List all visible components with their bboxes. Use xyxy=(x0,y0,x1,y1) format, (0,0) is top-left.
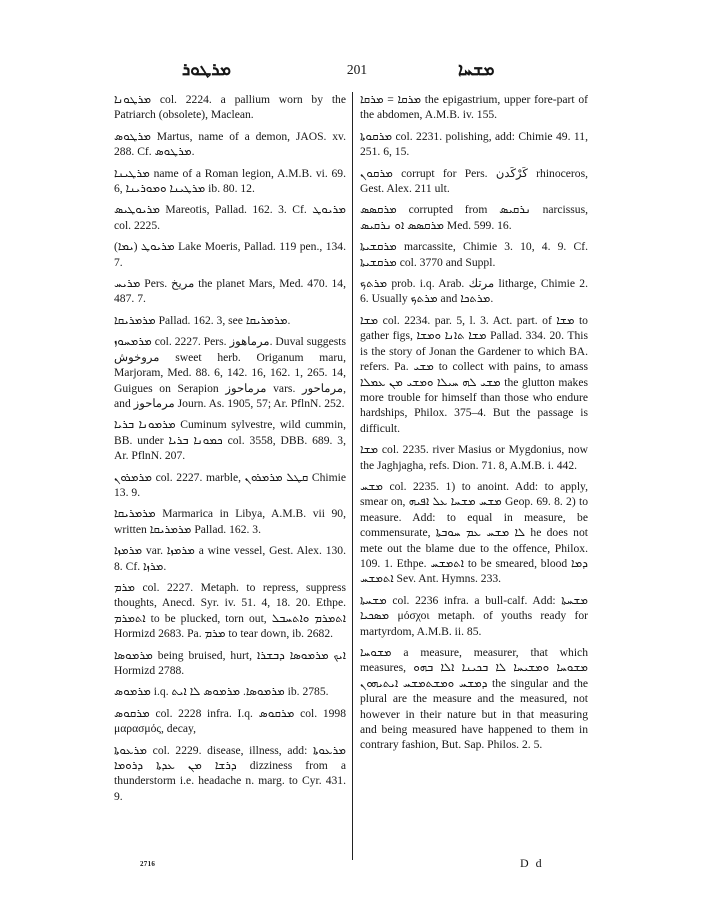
dictionary-entry: ܡܪܩܘܣ col. 2228 infra. I.q. ܡܪܩܘܣ col. 1998 μαρασμός, decay, xyxy=(114,706,347,736)
page-header xyxy=(0,60,714,84)
page-number: 201 xyxy=(346,62,368,77)
column-divider xyxy=(352,92,353,860)
dictionary-entry: ܡܪܡܪܘܢ col. 2227. marble, ܩܛܠ ܡܪܡܪܘܢ Chimie 13. 9. xyxy=(114,470,346,499)
dictionary-entry: ܡܪܩܣܣ corrupted from ܢܪܩܝܣ narcissus, ܡܪܩܣܣ ܐܘ ܢܪܩܝܣ Med. 599. 16. xyxy=(360,203,588,232)
left-running-headword: ܡܪܛܘܪ xyxy=(182,60,232,80)
dictionary-entry: ܡܪܝܘܛ (ܝܡܐ) Lake Moeris, Pallad. 119 pen., 134. 7. xyxy=(114,240,346,269)
dictionary-entry: ܡܪܡ col. 2227. Metaph. to repress, suppress thoughts, Anecd. Syr. iv. 51. 4, 18. 20. Ethpe. ܐܬܡܪܡ to be plucked, torn out, ܐܬܡܪܡ ܘܐܬܚܒܠ Hormizd 2683. Pa. ܡܪܡ to tear down, ib. 2682. xyxy=(114,580,346,641)
dictionary-entry: ܡܪܝܘܛܝܣ Mareotis, Pallad. 162. 3. Cf. ܡܪܝܘܛ col. 2225. xyxy=(114,203,346,232)
dictionary-entry: ܡܪܛܝܢܐ name of a Roman legion, A.M.B. vi. 69. 6, ܡܪܛܝܢܐ ܘܡܘܪܝܢܐ ib. 80. 12. xyxy=(114,166,346,196)
dictionary-entry: ܡܪܡܘܣܐ being bruised, hurt, ܐܝܟ ܡܪܡܘܣܐ ܕܒܫܪܐ Hormizd 2788. xyxy=(114,648,346,677)
dictionary-entry: ܡܪܩܫܝܬܐ marcassite, Chimie 3. 10, 4. 9. Cf. ܡܪܩܫܝܬܐ col. 3770 and Suppl. xyxy=(360,240,588,269)
dictionary-entry: ܡܫܚܬܐ col. 2236 infra. a bull-calf. Add: ܡܫܚܬܐ ܡܣܟܝܐ μόσχοι metaph. of youths ready for martyrdom, A.M.B. ii. 85. xyxy=(360,593,588,638)
dictionary-entry: ܡܪܩܘܬܐ col. 2231. polishing, add: Chimie 49. 11, 251. 6, 15. xyxy=(360,129,588,159)
dictionary-entry: ܡܪܡܙܐ var. ܡܪܡܙܐ a wine vessel, Gest. Alex. 130. 8. Cf. ܡܪܙܐ. xyxy=(114,544,346,573)
dictionary-entry: ܡܪܡܪܝܩܐ Marmarica in Libya, A.M.B. vii 90, written ܡܪܡܪܝܩܐ Pallad. 162. 3. xyxy=(114,507,346,536)
left-column xyxy=(114,92,346,810)
dictionary-entry: ܡܫܐ col. 2234. par. 5, l. 3. Act. part. of ܡܫܐ to gather figs, ܡܫܐ ܬܐܢܐ ܘܡܫܐ Pallad. 334. 20. This is the story of Jonan the Gardener to which BA. refers. Pa. ܡܫܝ to collect with pains, to amass ܡܫܝ ܠܗ ܚܝܠܐ ܘܡܫܝ ܡܢ ܥܡܠܐ the glutton makes more trouble for himself than those who endure hardships, Philox. 375–4. But the passage is difficult. xyxy=(360,313,589,435)
right-running-headword: ܡܫܚܐ xyxy=(458,60,495,80)
dictionary-entry: ܡܪܛܘܢܐ col. 2224. a pallium worn by the Patriarch (obsolete), Maclean. xyxy=(114,93,346,122)
dictionary-entry: ܡܪܥܘܬܐ col. 2229. disease, illness, add: ܡܪܥܘܬܐ ܕܪܫܐ ܡܢ ܥܕܬܐ ܕܪܘܡܐ dizziness from a thunderstorm i.e. headache n. marg. to Cyr. 431. 9. xyxy=(114,743,346,803)
dictionary-entry: ܡܫܘܚܐ a measure, measurer, that which measures, ܡܫܘܚܐ ܘܡܫܝܚܐ ܠܐ ܒܟܝܢܐ ܐܠܐ ܒܗܘ ܕܡܫܚ ܘܡܫܬܡܫܚ ܐܝܬܝܗܘܢ the singular and the plural are the measure and the measured, not however in their nature but in that measuring and being measured have happened to them in contrary fashion, But. Sap. Philos. 2. 5. xyxy=(360,646,589,752)
dictionary-entry: ܡܪܬܟ prob. i.q. Arab. مرتك litharge, Chimie 2. 6. Usually ܡܪܬܟ and ܡܪܬܟܐ. xyxy=(360,277,588,306)
dictionary-entry: ܡܫܐ col. 2235. river Masius or Mygdonius, now the Jaghjagha, refs. Dion. 71. 8, A.M.B. i. 442. xyxy=(360,443,588,472)
dictionary-entry: ܡܫܚ col. 2235. 1) to anoint. Add: to apply, smear on, ܡܫܚ ܡܫܚܐ ܥܠ ܐܦܝܗ Geop. 69. 8. 2) to measure. Add: to equal in measure, be commensurate, ܠܐ ܡܫܚ ܥܡ ܚܘܒܬܐ he does not mete out the blame due to the offence, Philox. 109. 1. Ethpe. ܐܬܡܫܚ to be smeared, blood ܕܡܐ ܐܬܡܫܚ Sev. Ant. Hymns. 233. xyxy=(360,479,588,586)
dictionary-entry: ܡܪܩܐ = ܡܪܩܐ the epigastrium, upper fore-part of the abdomen, A.M.B. iv. 155. xyxy=(360,93,588,122)
right-column xyxy=(360,92,588,759)
dictionary-entry: ܡܪܡܚܘܙ col. 2227. Pers. مرماهوز. Duval suggests مروخوش sweet herb. Origanum maru, Marjoram, Med. 88. 6, 142. 16, 162. 1, 265. 14, Guigues on Serapion مرماحوز vars. مرماحور, and مرماحوز Journ. As. 1905, 57; Ar. PflnN. 252. xyxy=(114,335,346,410)
dictionary-entry: ܡܪܛܘܣ Martus, name of a demon, JAOS. xv. 288. Cf. ܡܪܛܘܣ. xyxy=(114,129,346,159)
dictionary-entry: ܡܪܝܚ Pers. مريخ the planet Mars, Med. 470. 14, 487. 7. xyxy=(114,277,346,306)
printer-signature: 2716 xyxy=(140,860,156,868)
dictionary-entry: ܡܪܡܪܝܩܐ Pallad. 162. 3, see ܡܪܡܪܝܩܐ. xyxy=(114,313,291,327)
gathering-mark: D d xyxy=(520,856,544,870)
dictionary-entry: ܡܪܡܘܢܐ ܒܪܝܐ Cuminum sylvestre, wild cummin, BB. under ܟܡܘܢܐ ܒܪܝܐ col. 3558, DBB. 689. 3, Ar. PflnN. 207. xyxy=(114,418,346,463)
dictionary-entry: ܡܪܩܘܢ corrupt for Pers. كَرْكَدن rhinoceros, Gest. Alex. 211 ult. xyxy=(360,166,588,196)
dictionary-entry: ܡܪܡܘܣ i.q. ܡܪܡܘܣܐ. ܡܪܡܘܣ ܠܐ ܐܝܬ ib. 2785. xyxy=(114,685,329,699)
